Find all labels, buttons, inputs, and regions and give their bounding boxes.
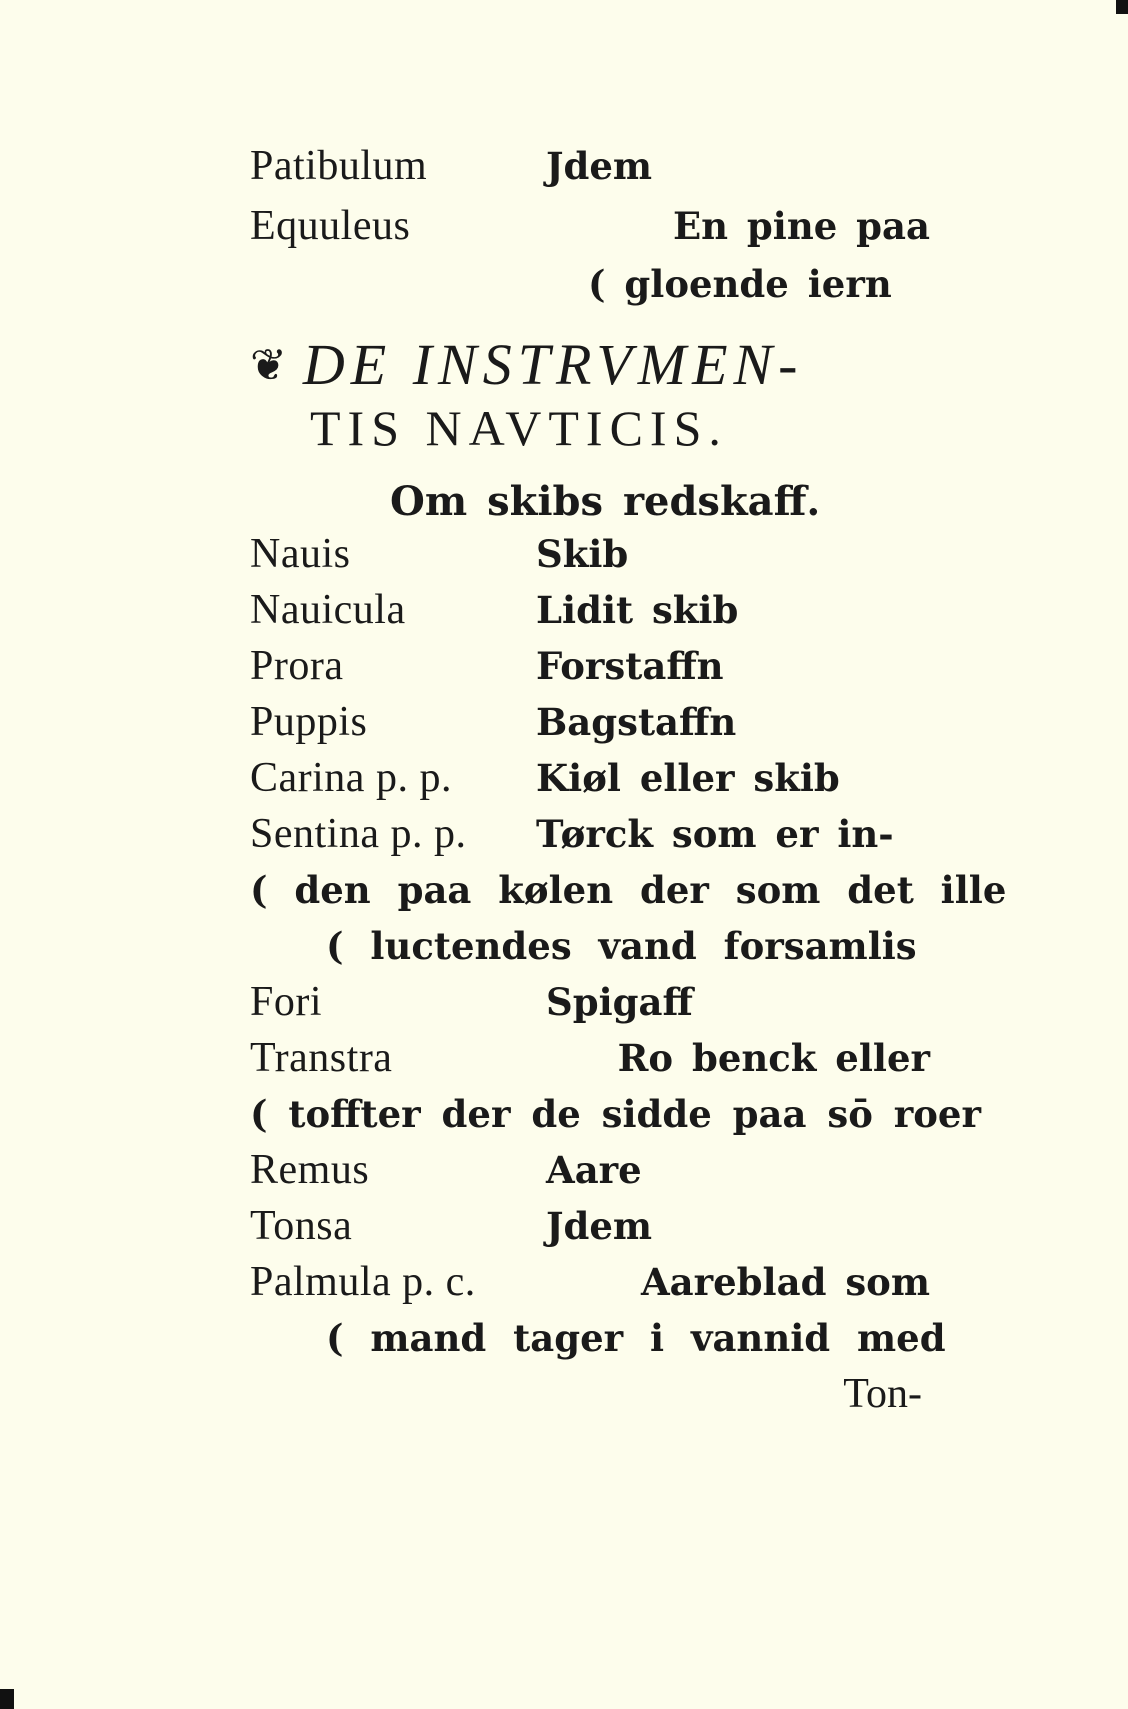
danish-gloss: Forstaffn: [536, 644, 724, 688]
danish-gloss-continuation: ( luctendes vand forsamlis: [326, 924, 917, 968]
latin-term: Nauis: [250, 531, 351, 577]
danish-gloss: Lidit skib: [536, 588, 739, 632]
danish-gloss: Tørck som er in-: [536, 812, 894, 856]
latin-term: Prora: [250, 643, 344, 689]
danish-gloss: Jdem: [546, 144, 653, 188]
glossary-row: [250, 1254, 930, 1310]
scan-edge-mark: [0, 1689, 14, 1709]
heading-text: DE INSTRVMEN-: [302, 332, 804, 397]
glossary-row-continuation: [250, 918, 930, 974]
glossary-row: [250, 1030, 930, 1086]
danish-gloss-continuation: ( den paa kølen der som det ille: [250, 868, 1007, 912]
section-subtitle: Om skibs redskaff.: [390, 478, 821, 525]
latin-term: Carina p. p.: [250, 755, 452, 801]
glossary-row: [250, 694, 930, 750]
section-heading-line1: [250, 330, 940, 401]
danish-gloss-continuation: ( toffter der de sidde paa sō roer: [250, 1092, 981, 1136]
latin-term: Sentina p. p.: [250, 811, 467, 857]
fleuron-icon: ❦: [250, 341, 293, 390]
glossary-row: [250, 256, 930, 312]
danish-gloss: Jdem: [546, 1204, 653, 1248]
danish-gloss: En pine paa: [672, 204, 930, 248]
glossary-row: [250, 1142, 930, 1198]
danish-gloss: Skib: [536, 532, 629, 576]
section-heading-line2: TIS NAVTICIS.: [310, 400, 728, 456]
latin-term: Patibulum: [250, 143, 428, 189]
glossary-row: [250, 750, 930, 806]
glossary-row: [250, 526, 930, 582]
danish-gloss: Spigaff: [546, 980, 693, 1024]
latin-term: Fori: [250, 979, 323, 1025]
latin-term: Puppis: [250, 699, 368, 745]
danish-gloss: Kiøl eller skib: [536, 756, 840, 800]
glossary-row: [250, 1198, 930, 1254]
danish-gloss: Bagstaffn: [536, 700, 737, 744]
danish-gloss: Aareblad som: [640, 1260, 930, 1304]
glossary-row: [250, 138, 930, 194]
glossary-row-continuation: [250, 862, 1007, 918]
latin-term: Palmula p. c.: [250, 1259, 476, 1305]
scan-edge-mark: [1116, 0, 1128, 14]
glossary-top: [250, 138, 930, 312]
glossary-row: [250, 806, 930, 862]
danish-gloss: Ro benck eller: [617, 1036, 930, 1080]
danish-gloss: Aare: [546, 1148, 642, 1192]
catchword: Ton-: [843, 1371, 922, 1417]
glossary-row: [250, 198, 930, 254]
danish-gloss-continuation: ( mand tager i vannid med: [326, 1316, 946, 1360]
latin-term: Transtra: [250, 1035, 393, 1081]
glossary-row-continuation: [250, 1310, 946, 1366]
latin-term: Nauicula: [250, 587, 406, 633]
glossary-main: [250, 526, 1007, 1366]
glossary-row: [250, 974, 930, 1030]
latin-term: Tonsa: [250, 1203, 353, 1249]
latin-term: Remus: [250, 1147, 370, 1193]
danish-gloss-continuation: ( gloende iern: [588, 262, 892, 306]
glossary-row-continuation: [250, 1086, 981, 1142]
glossary-row: [250, 638, 930, 694]
latin-term: Equuleus: [250, 203, 411, 249]
glossary-row: [250, 582, 930, 638]
